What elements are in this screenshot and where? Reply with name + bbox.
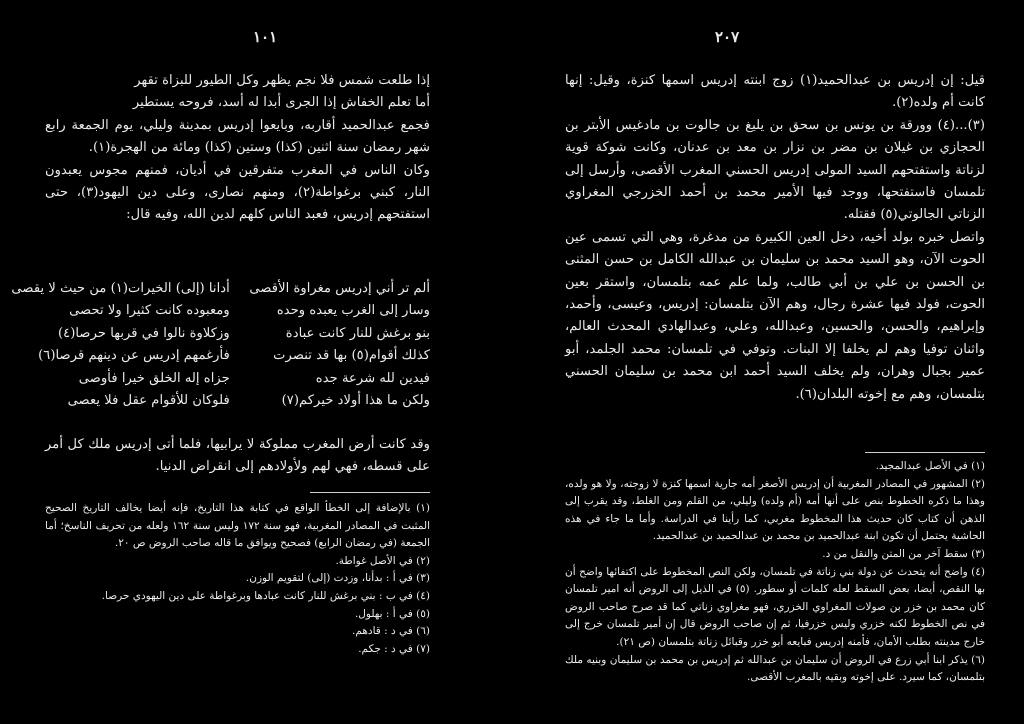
verse-second-hemistich: ومعبوده كانت كثيرا ولا تحصى [69, 303, 230, 319]
poem-verse [45, 368, 430, 390]
footnote: (٥) في أ : بهلول. [354, 607, 430, 620]
footnote: (١) بالإضافة إلى الخطأ الواقع في كتابة هذا التاريخ، فإنه أيضا يخالف التاريخ الصحيح المثبت في المصادر المغربية، فهو سنة ١٧٢ وليس سنة ١٦٢ ولعله من تحريف الناسخ؛ أما الجمعة (في رمضان الرابع) فصحيح ويوافق ما قاله صاحب الروض ص ٢٠. [45, 502, 431, 550]
verse-first-hemistich: فيدين لله شرعة جده [315, 370, 430, 386]
verse-first-hemistich: بنو برغش للنار كانت عبادة [285, 325, 430, 341]
poem [11, 278, 430, 412]
right-paragraph: (٣)...(٤) وورقة بن يونس بن سحق بن يليغ بن جالوت بن مادغيس الأبتر بن الحجازي بن غيلان بن مضر بن نزار بن معد بن عدنان، وكانت شوكة قوية لزناتة واستفتحهم السيد المولى إدريس الحسني المغرب الأقصى، وأرسل إلى تلمسان فاستفتحها، ووجد فيها الأمير محمد بن أحمد الخزرجي المغراوي الزناتي الجالوتي(٥) فقتله. [565, 117, 985, 223]
footnote: (٢) في الأصل غواطة. [335, 554, 430, 567]
verse-second-hemistich: جزاه إله الخلق خيرا فأوصى [78, 370, 230, 386]
verse-first-hemistich: كذلك أقوام(٥) بها قد تنصرت [273, 348, 430, 364]
right-paragraph: قيل: إن إدريس بن عبدالحميد(١) زوج ابنته إدريس اسمها كنزة، وقيل: إنها كانت أم ولده(٢). [565, 73, 986, 111]
verse-first-hemistich: ولكن ما هذا أولاد خيركم(٧) [281, 392, 430, 408]
footnote: (٣) سقط آخر من المتن والنقل من د. [822, 547, 985, 560]
poem-verse [45, 323, 430, 345]
footnote: (٢) المشهور في المصادر المغربية أن إدريس الأصغر أمه جارية اسمها كنزة لا زوجته، ولا هو ولده، وهذا ما ذكره الخطوط بنص على أنها أمه (أم ولده) وليلي، من القلم ومن الغلط، وقد يقرب إلى الذهن أن كتاب كان حديث هذا المخطوط مغربي، كما رأينا في الدراسة. وأما ما جاء في هذه الحاشية يحتمل أن تكون ابنة عبدالحميد بن محمد بن عبدالحميد بن عبدالحميد. [565, 477, 985, 543]
verse-first-hemistich: وسار إلى الغرب يعبده وحده [276, 303, 430, 319]
left-page-number: ١٠١ [253, 28, 278, 46]
verse-second-hemistich: فلوكان للأقوام عقل فلا يعصى [67, 392, 230, 408]
footnote-divider [310, 492, 430, 493]
verse-second-hemistich: فأرغمهم إدريس عن دينهم قرصا(٦) [38, 348, 230, 364]
verse-second-hemistich: وزكلاوة نالوا في قربها حرصا(٤) [58, 325, 230, 341]
poem-verse [45, 390, 430, 412]
left-paragraph: أما تعلم الخفاش إذا الجرى أبدا له أسد، فروحه يستطير [132, 95, 430, 111]
left-page [11, 28, 431, 680]
right-footnotes [565, 458, 985, 687]
footnote-divider [865, 452, 985, 453]
footnote: (١) في الأصل عبدالمجيد. [875, 460, 985, 472]
right-page [565, 28, 986, 684]
left-paragraph: فجمع عبدالحميد أقاربه، وبايعوا إدريس بمدينة وليلي، يوم الجمعة رابع شهر رمضان سنة اثنين (كذا) وستين (كذا) ومائة من الهجرة(١). [45, 117, 430, 156]
poem-verse [45, 300, 430, 322]
left-body-text [45, 70, 430, 227]
footnote: (٦) في د : قادهم. [352, 625, 430, 638]
footnote: (٧) في د : جكم. [358, 642, 430, 655]
verse-second-hemistich: أدانا (إلى) الخيرات(١) من حيث لا يقصى [11, 281, 230, 296]
left-paragraph: إذا طلعت شمس فلا نجم يظهر وكل الطيور للبزاة تقهر [134, 73, 430, 88]
right-page-number: ٢٠٧ [715, 28, 740, 46]
poem-verse [11, 278, 430, 300]
footnote: (٦) يذكر ابنا أبي زرع في الروض أن سليمان بن عبدالله ثم إدريس بن محمد بن سليمان وبنيه ملك بتلمسان، كما سيرد. على إخوته وبقيه بالمغرب الأقصى. [565, 653, 985, 684]
poem-verse [38, 345, 430, 367]
left-footnotes [45, 500, 430, 658]
footnote: (٤) واضح أنه يتحدث عن دولة بني زناتة في تلمسان، ولكن النص المخطوط على اكتفائها واضح أن بها النقص، أيضا، بعض السقط لعله كلمات أو سطور. (٥) في الذيل إلى الروض أنه امير تلمسان كان محمد بن خزر بن صولات المغراوي الخزري، فهو مغراوي زناتي كما قد صرح صاحب الروض في نص الخطوط لكنه خزري وليس خزرفيا، ثم إن صاحب الروض قال إن أمير تلمسان خرج إلى خارج مدينته بطلب الأمان، فأمنه إدريس فبايعه أبو خزر وقبائل زناتة بتلمسان (ص ٢١). [565, 565, 985, 648]
verse-first-hemistich: ألم تر أني إدريس مغراوة الأقصى [249, 281, 430, 296]
footnote: (٣) في أ : بدأنا، وزدت (إلى) لتقويم الوزن. [245, 572, 430, 585]
footnote: (٤) في ب : بني برغش للنار كانت عبادها وبرغواطة على دين اليهودي حرصا. [101, 589, 430, 602]
left-after-poem-paragraph: وقد كانت أرض المغرب مملوكة لا يرابيها، فلما أتى إدريس ملك كل أمر على قسطه، فهي لهم ولأولادهم إلى انقراض الدنيا. [45, 437, 430, 475]
left-paragraph: وكان الناس في المغرب متفرقين في أديان، فمنهم مجوس يعبدون النار، كبني برغواطة(٢)، ومنهم نصارى، وعلى دين اليهود(٣)، حتى استفتحهم إدريس، فعبد الناس كلهم لدين الله، وفيه قال: [45, 162, 431, 223]
right-paragraph: واتصل خبره بولد أخيه، دخل العين الكبيرة من مدغرة، وهي التي تسمى عين الحوت الآن، وهو السيد محمد بن سليمان بن عبدالله الكامل بن حسن المثنى بن الحسن بن علي بن أبي طالب، ولما علم عمه بتلمسان، واستقر بعين الحوت، فولد فيها عشرة رجال، وهم الآن بتلمسان: إدريس، وعيسى، وأحمد، وإبراهيم، والحسن، والحسين، وعبدالله، وعلي، وعبدالهادي المحدث العالم، واثنان توفيا وهم لم يخلفا إلا البنات. وتوفي في تلمسان: محمد الجلمد، أبو عمير بجبال وهران، ولم يخلف السيد أحمد ابن محمد بن سليمان الحسني بتلمسان، وهم مع إخوته البلدان(٦). [565, 229, 985, 402]
right-body-text [565, 70, 985, 406]
